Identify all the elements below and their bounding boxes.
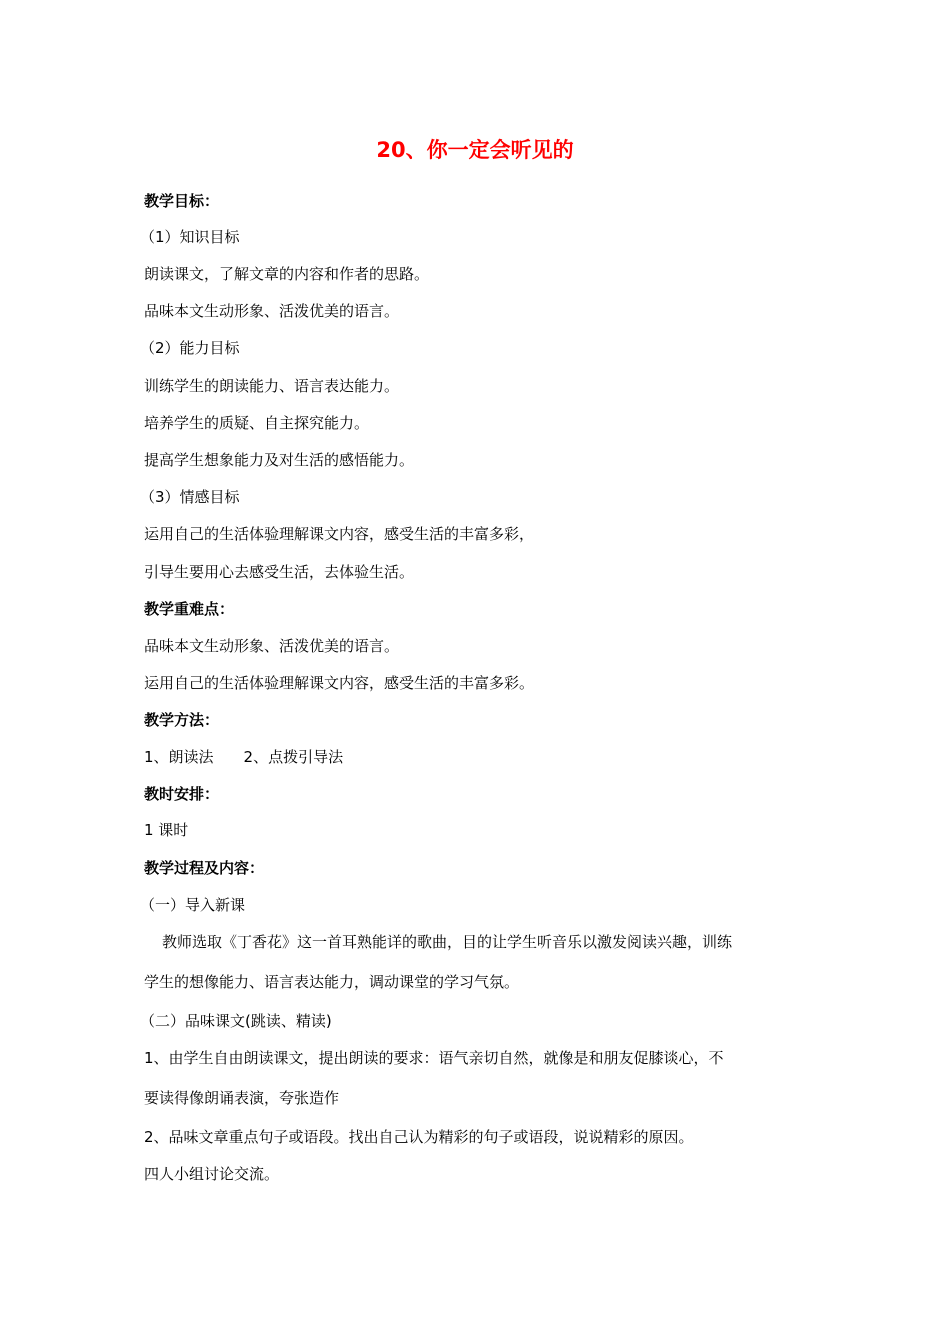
step2-item: 2、品味文章重点句子或语段。找出自己认为精彩的句子或语段，说说精彩的原因。 bbox=[144, 1128, 694, 1146]
step2-heading: （二）品味课文(跳读、精读) bbox=[140, 1012, 332, 1030]
document-title: 20、你一定会听见的 bbox=[376, 138, 574, 162]
step1-paragraph-line: 教师选取《丁香花》这一首耳熟能详的歌曲，目的让学生听音乐以激发阅读兴趣，训练 bbox=[162, 933, 733, 951]
keypoints-heading: 教学重难点： bbox=[144, 600, 235, 618]
step2-item: 四人小组讨论交流。 bbox=[144, 1165, 280, 1183]
emotion-item: 运用自己的生活体验理解课文内容，感受生活的丰富多彩， bbox=[144, 525, 535, 543]
process-heading: 教学过程及内容： bbox=[144, 859, 265, 877]
keypoints-item: 品味本文生动形象、活泼优美的语言。 bbox=[144, 637, 400, 655]
emotion-heading: （3）情感目标 bbox=[140, 488, 240, 506]
step2-item-line: 要读得像朗诵表演，夸张造作 bbox=[144, 1089, 340, 1107]
method-item: 1、朗读法 bbox=[144, 748, 214, 766]
step1-paragraph-line: 学生的想像能力、语言表达能力，调动课堂的学习气氛。 bbox=[144, 973, 520, 991]
objectives-heading: 教学目标： bbox=[144, 192, 220, 210]
methods-line bbox=[144, 747, 343, 767]
schedule-value: 1 课时 bbox=[144, 821, 189, 839]
step2-item-line: 1、由学生自由朗读课文，提出朗读的要求：语气亲切自然，就像是和朋友促膝谈心，不 bbox=[144, 1049, 724, 1067]
ability-item: 提高学生想象能力及对生活的感悟能力。 bbox=[144, 451, 415, 469]
keypoints-item: 运用自己的生活体验理解课文内容，感受生活的丰富多彩。 bbox=[144, 674, 535, 692]
method-item: 2、点拨引导法 bbox=[243, 748, 344, 766]
emotion-item: 引导生要用心去感受生活，去体验生活。 bbox=[144, 563, 415, 581]
step1-heading: （一）导入新课 bbox=[140, 896, 246, 914]
schedule-heading: 教时安排： bbox=[144, 785, 220, 803]
ability-heading: （2）能力目标 bbox=[140, 339, 240, 357]
ability-item: 训练学生的朗读能力、语言表达能力。 bbox=[144, 377, 400, 395]
methods-heading: 教学方法： bbox=[144, 711, 220, 729]
knowledge-item: 品味本文生动形象、活泼优美的语言。 bbox=[144, 302, 400, 320]
knowledge-item: 朗读课文，了解文章的内容和作者的思路。 bbox=[144, 265, 430, 283]
ability-item: 培养学生的质疑、自主探究能力。 bbox=[144, 414, 370, 432]
knowledge-heading: （1）知识目标 bbox=[140, 228, 240, 246]
